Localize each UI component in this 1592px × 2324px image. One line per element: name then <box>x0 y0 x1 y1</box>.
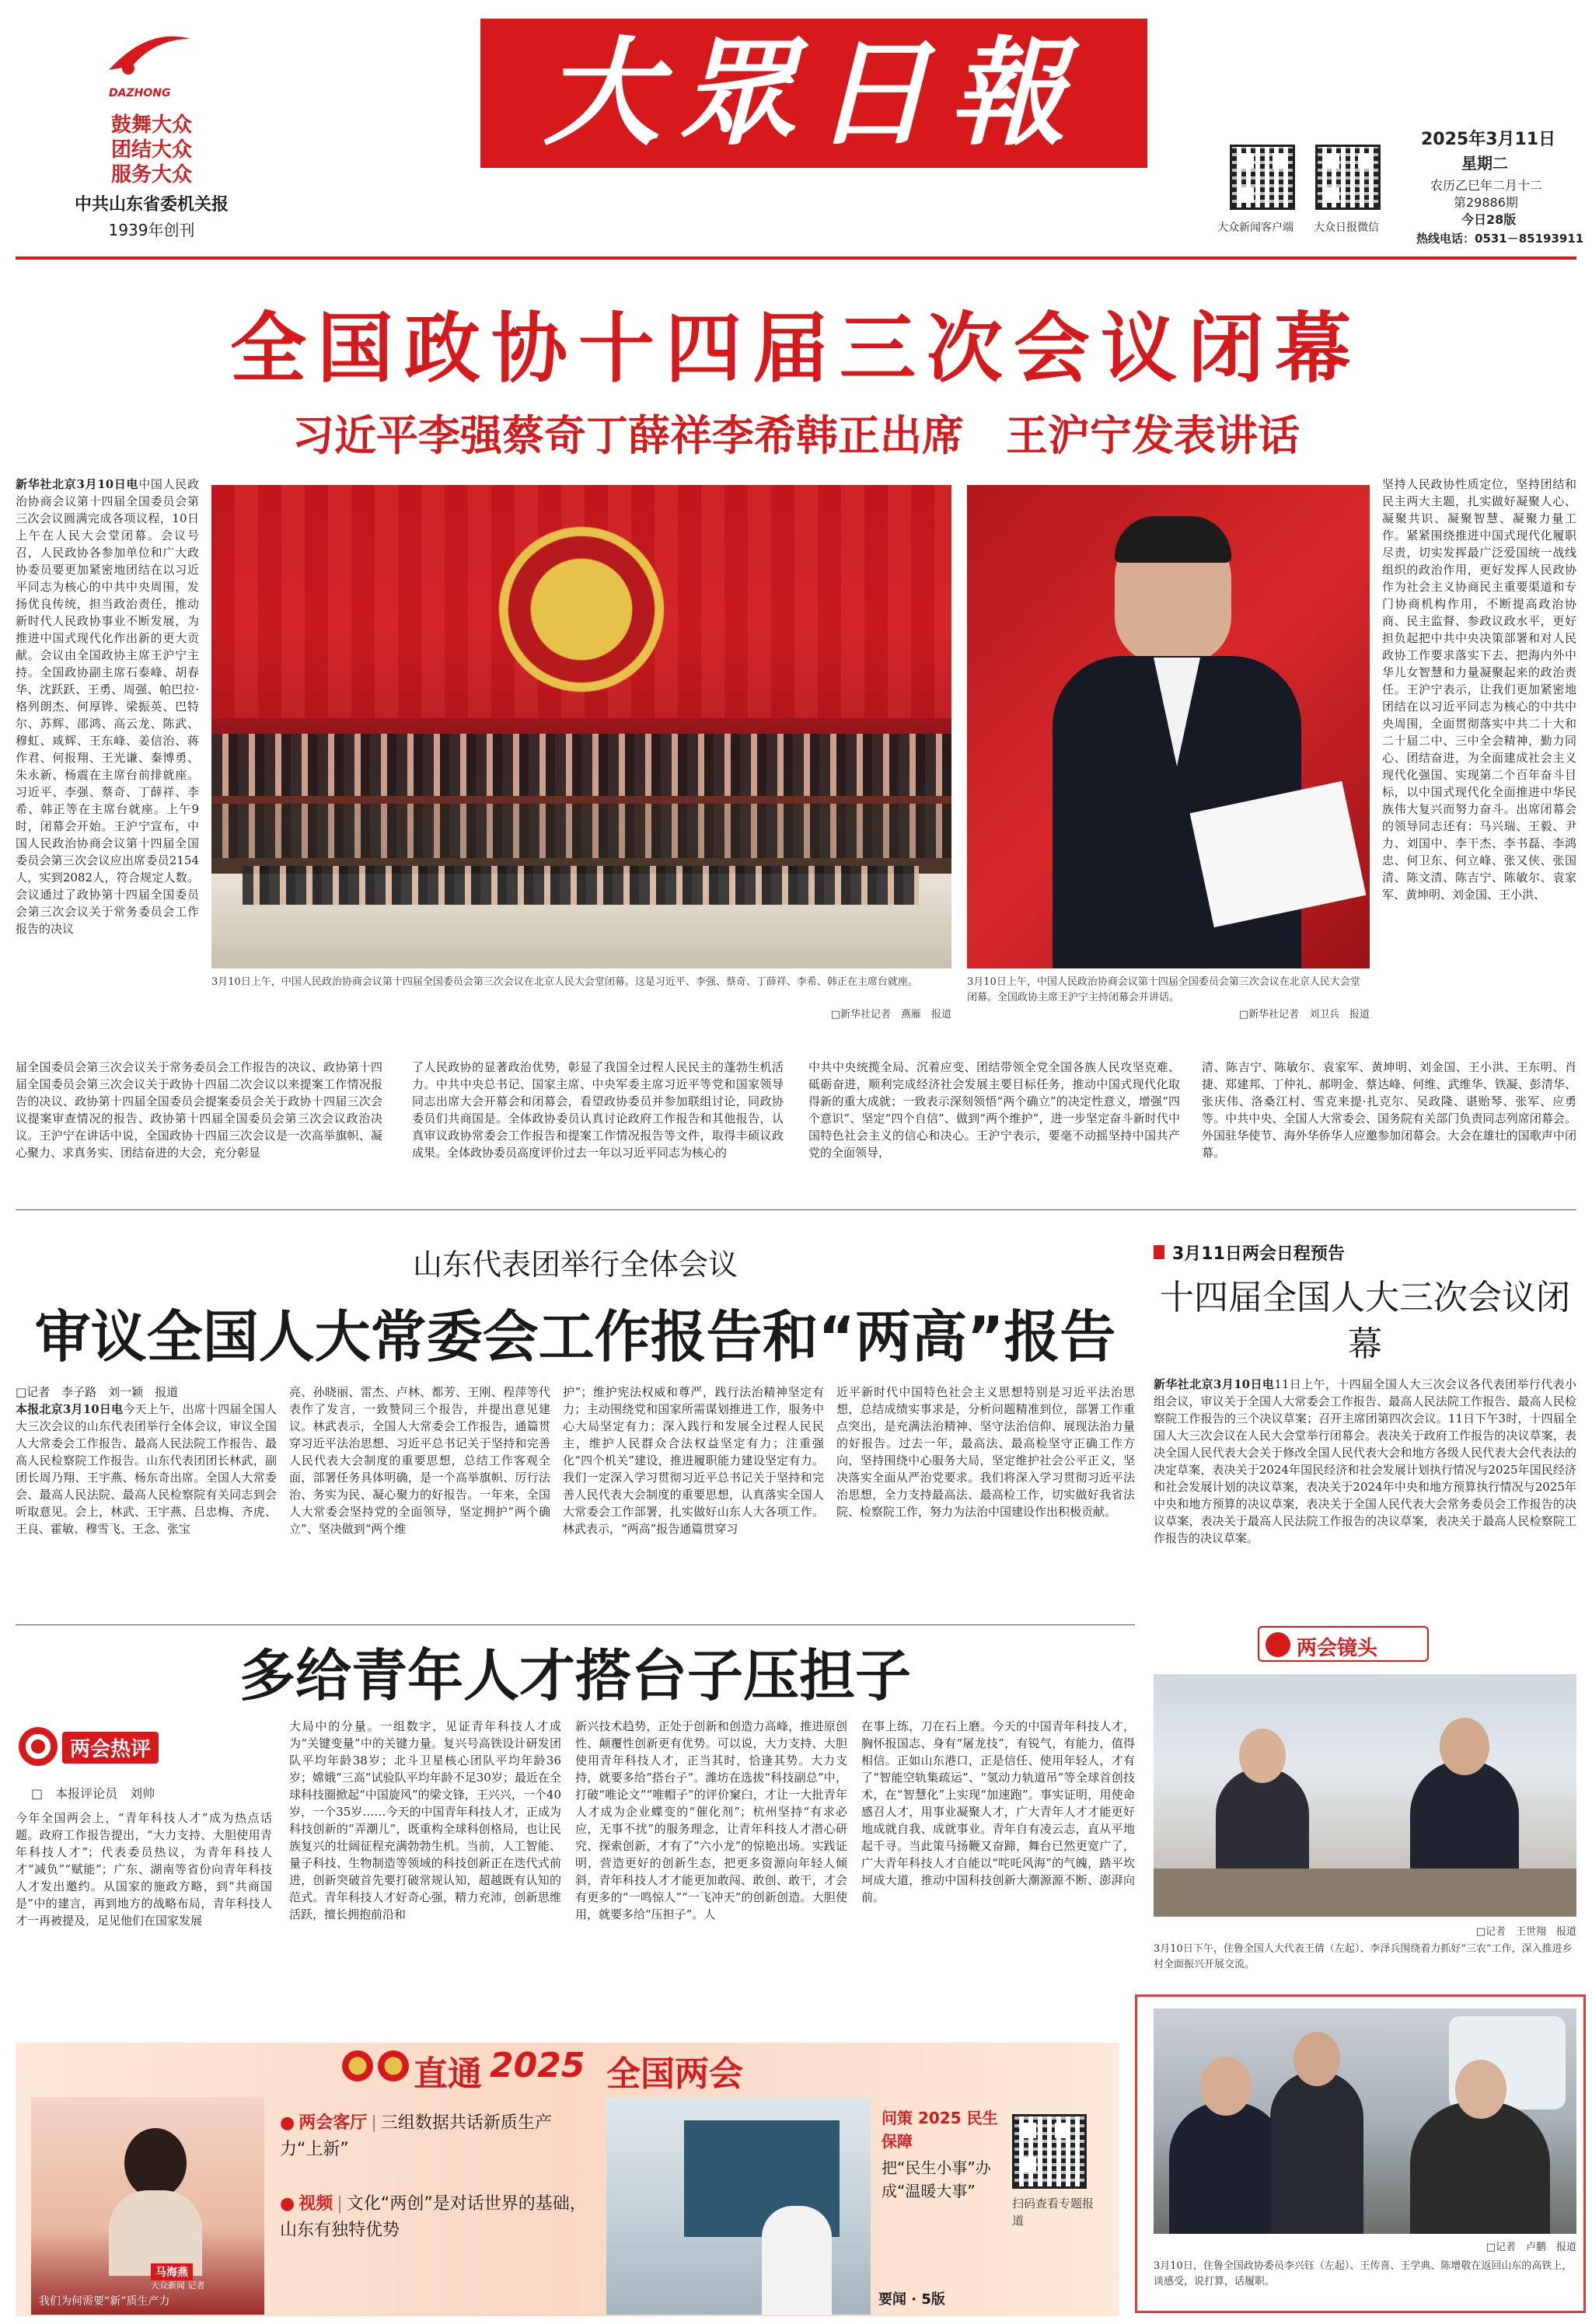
emblem-icon <box>378 2050 409 2081</box>
lens-tag-label: 两会镜头 <box>1297 1637 1378 1660</box>
lead-col1-text: 中国人民政治协商会议第十四届全国委员会第三次会议圆满完成各项议程，10日上午在人民大会堂闭幕。会议号召，人民政协各参加单位和广大政协委员要更加紧密地团结在以习近平同志为核心的中共中央周围，发扬优良传统，担当政治责任，推动新时代人民政协事业不断发展，为推进中国式现代化作出新的更大贡献。会议由全国政协主席王沪宁主持。全国政协副主席石泰峰、胡春华、沈跃跃、王勇、周强、帕巴拉·格列朗杰、何厚铧、梁振英、巴特尔、苏辉、邵鸿、高云龙、陈武、穆虹、咸辉、王东峰、姜信治、蒋作君、何报翔、王光谦、秦博勇、朱永新、杨震在主席台前排就座。习近平、李强、蔡奇、丁薛祥、李希、韩正等在主席台就座。上午9时，闭幕会开始。王沪宁宣布，中国人民政治协商会议第十四届全国委员会第三次会议应出席委员2154人，实到2082人，符合规定人数。会议通过了政协第十四届全国委员会第三次会议关于常务委员会工作报告的决议 <box>16 477 199 936</box>
lead-photo-hall <box>211 485 951 968</box>
youth-byline: □ 本报评论员 刘帅 <box>31 1786 155 1801</box>
item1[interactable] <box>280 2109 591 2163</box>
slogan-2: 团结大众 <box>110 138 192 162</box>
qr-label-app: 大众新闻客户端 <box>1217 222 1294 234</box>
lens-tag <box>1258 1626 1429 1662</box>
shandong-kicker: 山东代表团举行全体会议 <box>412 1247 738 1282</box>
lead-bottom-col1: 届全国委员会第三次会议关于常务委员会工作报告的决议、政协第十四届全国委员会第三次会议关于政协十四届二次会议以来提案工作情况报告的决议、政协第十四届全国委员会提案委员会关于政协十四届三次会议提案审查情况的报告、政协第十四届全国委员会第三次会议政治决议。王沪宁在讲话中说，全国政协十四届三次会议是一次高举旗帜、凝心聚力、求真务实、团结奋进的大会，充分彰显 <box>16 1060 382 1160</box>
item2-text: 文化“两创”是对话世界的基础，山东有独特优势 <box>280 2194 587 2240</box>
schedule-tag: 3月11日两会日程预告 <box>1172 1244 1345 1264</box>
issue-number: 第29886期 <box>1454 195 1518 210</box>
shandong-col1 <box>16 1384 277 1609</box>
lead-photo-caption-2: 3月10日上午，中国人民政治协商会议第十四届全国委员会第三次会议在北京人民大会堂闭幕。全国政协主席王沪宁主持闭幕会并讲话。 <box>967 976 1360 1003</box>
passenger-3-head <box>1455 2060 1506 2119</box>
banner-title-a: 直通 <box>414 2054 482 2094</box>
passenger-1-head <box>1200 2057 1252 2116</box>
video-thumbnail[interactable] <box>31 2097 264 2315</box>
slogan-1: 鼓舞大众 <box>110 113 192 137</box>
delegate-right-head <box>1440 1718 1489 1775</box>
shandong-col1-text: 今天上午，出席十四届全国人大三次会议的山东代表团举行全体会议，审议全国人大常委会工作报告、最高人民法院工作报告、最高人民检察院工作报告。山东代表团团长林武，副团长周乃翔、王宇燕、杨东奇出席。全国人大常委会、最高人民法院、最高人民检察院有关同志到会听取意见。会上，林武、王宇燕、吕忠梅、齐虎、王良、霍敏、穆雪飞、王念、张宝 <box>16 1402 277 1536</box>
lead-dateline: 新华社北京3月10日电 <box>16 477 139 491</box>
lunar-date: 农历乙巳年二月十二 <box>1430 178 1543 193</box>
shandong-col4: 近平新时代中国特色社会主义思想特别是习近平法治思想，总结成绩实事求是，分析问题精准到位，部署工作重点突出，是充满法治精神、坚守法治信仰、展现法治力量的好报告。过去一年，最高法、最高检坚守正确工作方向，坚持围绕中心服务大局，坚定维护社会公平正义，坚决落实全面从严治党要求。我们将深入学习贯彻习近平法治思想，全力支持最高法、最高检工作，切实做好我省法院、检察院工作，努力为法治中国建设作出积极贡献。 <box>836 1385 1135 1519</box>
table <box>1154 1869 1576 1917</box>
masthead-title: 大眾日報 <box>543 25 1084 162</box>
lead-bottom-col2: 了人民政协的显著政治优势，彰显了我国全过程人民民主的蓬勃生机活力。中共中央总书记、国家主席、中央军委主席习近平等党和国家领导同志出席大会开幕会和闭幕会，看望政协委员并参加联组讨论，同政协委员们共商国是。全体政协委员认真讨论政府工作报告和其他报告，认真审议政协常委会工作报告和提案工作情况报告等文件，取得丰硕议政成果。全体政协委员高度评价过去一年以习近平同志为核心的 <box>412 1060 784 1160</box>
item1-tag: 两会客厅 <box>298 2113 368 2133</box>
lead-photo-speaker <box>967 485 1370 968</box>
banner-title-year: 2025 <box>490 2046 585 2085</box>
lead-bottom-col4: 清、陈吉宁、陈敏尔、袁家军、黄坤明、刘金国、王小洪、王东明、肖捷、郑建邦、丁仲礼、郝明金、蔡达峰、何维、武维华、铁凝、彭清华、张庆伟、洛桑江村、雪克来提·扎克尔、吴政隆、谌贻琴、张军、应勇等。中共中央、全国人大常委会、国务院有关部门负责同志列席闭幕会。外国驻华使节、海外华侨华人应邀参加闭幕会。大会在雄壮的国歌声中闭幕。 <box>1202 1060 1576 1160</box>
lead-bottom-col3: 中共中央统揽全局、沉着应变、团结带领全党全国各族人民攻坚克难、砥砺奋进，顺利完成经济社会发展主要目标任务，推动中国式现代化取得新的重大成就；一致表示深刻领悟“两个确立”的决定性意义，增强“四个意识”、坚定“四个自信”、做到“两个维护”，进一步坚定奋斗新时代中国特色社会主义的信心和决心。王沪宁表示，要毫不动摇坚持中国共产党的全面领导， <box>808 1060 1180 1160</box>
youth-headline: 多给青年人才搭台子压担子 <box>239 1643 911 1708</box>
hotcomment-tag <box>19 1724 225 1769</box>
anchor-name: 马海燕 <box>151 2263 193 2280</box>
slogan-3: 服务大众 <box>110 163 192 187</box>
lens-credit-1: □记者 王世翔 报道 <box>1475 1926 1576 1938</box>
schedule-dateline: 新华社北京3月10日电 <box>1154 1377 1275 1391</box>
front-row-leaders <box>243 866 919 905</box>
section-divider <box>16 1209 1576 1210</box>
logo-icon <box>101 23 194 85</box>
passenger-3 <box>1410 2102 1550 2234</box>
shandong-dateline: 本报北京3月10日电 <box>16 1402 124 1416</box>
passenger-1 <box>1169 2102 1286 2234</box>
item3[interactable] <box>882 2106 998 2203</box>
qr-label: 扫码查看专题报道 <box>1012 2197 1094 2228</box>
publisher: 中共山东省委机关报 <box>74 195 229 215</box>
lens-caption-2: 3月10日，住鲁全国政协委员李兴钰（左起）、王传喜、王学典、陈增敬在返回山东的高铁上，谈感受，说打算，话履职。 <box>1154 2260 1573 2287</box>
item3-text: 把“民生小事”办成“温暖大事” <box>882 2158 991 2200</box>
section-divider <box>16 1624 1135 1625</box>
youth-col2: 大局中的分量。一组数字，见证青年科技人才成为“关键变量”中的关键力量。复兴号高铁设计研发团队平均年龄38岁；北斗卫星核心团队平均年龄36岁；嫦娥“三高”试验队平均年龄不足30岁；最近在全球科技圈掀起“中国旋风”的梁文锋，王兴兴，一个40岁，一个35岁……今天的中国青年科技人才，正成为科技创新的“弄潮儿”，既重构全球科创格局，也让民族复兴的壮阔征程充满勃勃生机。当前，人工智能、量子科技、生物制造等领域的科技创新正在迭代式前进，创新突破首先要打破常规认知，超越既有认知的范式。青年科技人才好奇心强，精力充沛，创新思维活跃，擅长拥抱前沿和 <box>289 1719 561 1921</box>
schedule-tag-marker <box>1154 1245 1164 1259</box>
item1-bullet: ● <box>280 2113 295 2133</box>
emblem-icon <box>342 2050 373 2081</box>
video-caption: 我们为何需要“新”质生产力 <box>39 2295 170 2308</box>
youth-col4: 在事上练，刀在石上磨。今天的中国青年科技人才，胸怀报国志、身有“屠龙技”，有锐气，有能力，值得相信。正如山东港口，正是信任、使用年轻人，才有了“智能空轨集疏运”、“氢动力轨道吊”等全球首创技术，在“智慧化”上实现“加速跑”。事实证明，用使命感召人才，用事业凝聚人才，广大青年人才才能更好地成就自我、成就事业。青年自有凌云志，直从平地起千寻。当此策马扬鞭又奋蹄，舞台已然更宽广了，广大青年科技人才自能以“咤吒风海”的气魄，踏平坎坷成大道，推动中国科技创新大潮源源不断、澎湃向前。 <box>861 1719 1135 1904</box>
item2[interactable] <box>280 2190 591 2244</box>
bottom-banner[interactable] <box>16 2043 1119 2316</box>
weekday: 星期二 <box>1461 154 1508 173</box>
item2-sep: | <box>337 2194 343 2214</box>
issue-date: 2025年3月11日 <box>1421 130 1556 149</box>
shandong-col2: 亮、孙晓丽、雷杰、卢林、都芳、王刚、程萍等代表作了发言，一致赞同三个报告，并提出意见建议。林武表示，全国人大常委会工作报告，通篇贯穿习近平法治思想、习近平总书记关于坚持和完善人民代表大会制度的重要思想，总结工作客观全面，部署任务具体明确，是一个高举旗帜、厉行法治、务实为民、凝心聚力的好报告。一年来，全国人大常委会坚持党的全面领导，坚定拥护“两个确立”、坚决做到“两个维 <box>289 1385 550 1536</box>
shandong-headline: 审议全国人大常委会工作报告和“两高”报告 <box>34 1304 1116 1370</box>
passenger-2 <box>1270 2071 1363 2234</box>
audience-rows <box>211 734 951 796</box>
worker-figure <box>762 2206 832 2315</box>
delegate-left-head <box>1239 1729 1286 1783</box>
hotcomment-label: 两会热评 <box>62 1732 159 1764</box>
anchor-figure <box>124 2128 187 2198</box>
logo-text: DAZHONG <box>109 87 171 99</box>
lens-photo-1 <box>1154 1674 1576 1917</box>
lead-photo-credit-1: □新华社记者 燕雁 报道 <box>830 1009 951 1021</box>
passenger-2-head <box>1294 2032 1340 2086</box>
lens-caption-1: 3月10日下午，住鲁全国人大代表王倩（左起）、李泽兵围绕着力抓好“三农”工作，深入推进乡村全面振兴开展交流。 <box>1154 1943 1573 1970</box>
banner-title-b: 全国两会 <box>606 2054 743 2094</box>
shandong-byline: □记者 李子路 刘一颖 报道 <box>16 1385 179 1399</box>
qr-code-icon[interactable] <box>1012 2114 1087 2189</box>
audience-rows <box>211 804 951 858</box>
item3-title: 问策 2025 民生保障 <box>882 2109 998 2151</box>
lead-headline: 全国政协十四届三次会议闭幕 <box>229 305 1362 393</box>
page-ref[interactable]: 要闻 · 5版 <box>878 2291 945 2308</box>
item2-tag: 视频 <box>298 2194 333 2214</box>
anchor-role: 大众新闻 记者 <box>151 2280 205 2291</box>
schedule-text: 11日上午，十四届全国人大三次会议各代表团举行代表小组会议，审议关于全国人大常委会工作报告、最高人民法院工作报告、最高人民检察院工作报告的三个决议草案；召开主席团第四次会议。11日下午3时，十四届全国人大三次会议在人民大会堂举行闭幕会。表决关于政府工作报告的决议草案，表决全国人民代表大会关于修改全国人民代表大会和地方各级人民代表大会代表法的决定草案，表决关于2024年国民经济和社会发展计划执行情况与2025年国民经济和社会发展计划的决议草案，表决关于2024年中央和地方预算执行情况与2025年中央和地方预算的决议草案，表决关于全国人民代表大会常务委员会工作报告的决议草案，表决关于最高人民法院工作报告的决议草案，表决关于最高人民检察院工作报告的决议草案。 <box>1154 1377 1576 1545</box>
item3-thumbnail[interactable] <box>606 2097 871 2315</box>
shandong-col3: 护”；维护宪法权威和尊严，践行法治精神坚定有力；主动围绕党和国家所需谋划推进工作，服务中心大局坚定有力；深入践行和发展全过程人民民主，维护人民群众合法权益坚定有力；注重强化“四个机关”建设，推进履职能力建设坚定有力。我们一定深入学习贯彻习近平总书记关于坚持和完善人民代表大会制度的重要思想，认真落实全国人大常委会工作部署，扎实做好山东人大各项工作。林武表示，“两高”报告通篇贯穿习 <box>563 1385 824 1536</box>
cppcc-emblem-icon <box>488 516 675 703</box>
page-count: 今日28版 <box>1461 212 1517 227</box>
speaker-hair <box>1115 516 1231 563</box>
schedule-headline <box>1154 1275 1576 1368</box>
item2-bullet: ● <box>280 2194 295 2214</box>
lens-credit-2: □记者 卢鹏 报道 <box>1486 2242 1576 2253</box>
item1-sep: | <box>371 2113 377 2133</box>
schedule-body <box>1154 1376 1576 1617</box>
founded-year: 1939年创刊 <box>108 221 195 239</box>
lead-photo-caption-1: 3月10日上午，中国人民政治协商会议第十四届全国委员会第三次会议在北京人民大会堂闭幕。这是习近平、李强、蔡奇、丁薛祥、李希、韩正在主席台就座。 <box>211 976 918 988</box>
lens-photo-2 <box>1154 2008 1576 2234</box>
youth-col1: 今年全国两会上，“青年科技人才”成为热点话题。政府工作报告提出，“大力支持、大胆使用青年科技人才”；代表委员热议，为青年科技人才“减负”“赋能”；广东、湖南等省份向青年科技人才发出邀约。从国家的施政方略，到“共商国是”中的建言，再到地方的战略布局，青年科技人才一再被提及，足见他们在国家发展 <box>16 1811 272 1928</box>
qr-label-wechat: 大众日报微信 <box>1314 222 1379 234</box>
hotline: 热线电话：0531－85193911 <box>1416 232 1584 246</box>
lead-col-right: 坚持人民政协性质定位，坚持团结和民主两大主题，扎实做好凝聚人心、凝聚共识、凝聚智慧、凝聚力量工作。紧紧围绕推进中国式现代化履职尽责，切实发挥最广泛爱国统一战线组织的政治作用，更好发挥人民政协作为社会主义协商民主重要渠道和专门协商机构作用，不断提高政治协商、民主监督、参政议政水平，更好担负起把中共中央决策部署和对人民政协工作要求落实下去、把海内外中华儿女智慧和力量凝聚起来的政治责任。王沪宁表示，让我们更加紧密地团结在以习近平同志为核心的中共中央周围，全面贯彻落实中共二十大和二十届二中、三中全会精神，勤力同心、团结奋进，为全面建成社会主义现代化强国、实现第二个百年奋斗目标，以中国式现代化全面推进中华民族伟大复兴而努力奋斗。出席闭幕会的领导同志还有：马兴瑞、王毅、尹力、刘国中、李干杰、李书磊、李鸿忠、何卫东、何立峰、张又侠、张国清、陈文清、陈吉宁、陈敏尔、袁家军、黄坤明、刘金国、王小洪、 <box>1382 477 1576 902</box>
item1-text: 三组数据共话新质生产力“上新” <box>280 2113 552 2159</box>
camera-icon <box>1266 1632 1290 1657</box>
youth-col3: 新兴技术趋势，正处于创新和创造力高峰，推进原创性、颠覆性创新更有优势。可以说，大力支持、大胆使用青年科技人才，正当其时，恰逢其势。大力支持，就要多给“搭台子”。潍坊在选拔“科技副总”中，打破“唯论文”“唯帽子”的评价窠臼，才让一大批青年人才成为企业蝶变的“催化剂”；杭州坚持“有求必应，无事不扰”的服务理念，让青年科技人才潜心研究、探索创新，才有了“六小龙”的惊艳出场。实践证明，营造更好的创新生态，把更多资源向年轻人倾斜，青年科技人才才能更加敢闯、敢创、敢干，才会有更多的“一鸣惊人”“一飞冲天”的创新创造。大胆使用，就要多给“压担子”。人 <box>575 1719 847 1921</box>
target-icon <box>19 1727 58 1766</box>
lead-photo-credit-2: □新华社记者 刘卫兵 报道 <box>1238 1009 1370 1021</box>
lead-subheadline: 习近平李强蔡奇丁薛祥李希韩正出席 王沪宁发表讲话 <box>292 411 1300 460</box>
schedule-headline-text: 十四届全国人大三次会议闭幕 <box>1160 1278 1570 1364</box>
qr-code-icon[interactable] <box>1315 145 1381 210</box>
qr-code-icon[interactable] <box>1230 145 1295 210</box>
header-divider <box>16 256 1576 260</box>
